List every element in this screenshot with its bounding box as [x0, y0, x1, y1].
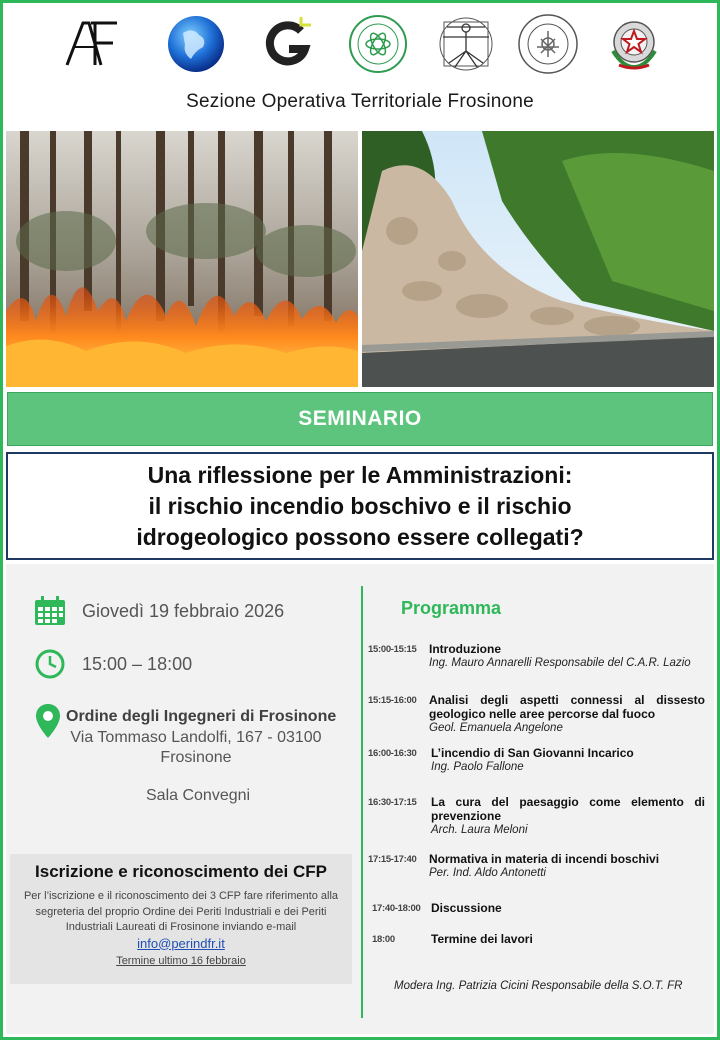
seminar-title-box — [6, 452, 714, 560]
landslide-road-photo — [362, 131, 714, 387]
program-item-time: 15:00-15:15 — [368, 644, 417, 655]
program-item-time: 16:00-16:30 — [368, 748, 417, 759]
logo-strip — [43, 13, 683, 79]
program-item-title: Normativa in materia di incendi boschivi — [429, 852, 660, 866]
program-item-title: Analisi degli aspetti connessi al dissesto geologico nelle aree percorse dal fuoco — [429, 693, 705, 721]
cfp-instructions: Per l’iscrizione e il riconoscimento dei 3 CFP fare riferimento alla segreteria del proprio Ordine dei Periti Industriali e dei Periti Industriali Laureati di Frosinone inviando e-mail — [23, 890, 339, 933]
event-date-row — [34, 596, 284, 626]
venue-block — [36, 704, 356, 768]
clock-icon — [34, 649, 66, 679]
program-item-speaker: Per. Ind. Aldo Antonetti — [429, 867, 546, 879]
cfp-email-link[interactable]: info@perindfr.it — [137, 935, 225, 951]
moderator-note: Modera Ing. Patrizia Cicini Responsabile della S.O.T. FR — [394, 980, 683, 992]
venue-name: Ordine degli Ingegneri di Frosinone — [66, 708, 337, 725]
venue-room: Sala Convegni — [146, 787, 251, 804]
map-pin-icon — [36, 704, 60, 743]
globe-logo — [165, 13, 227, 75]
program-item-time: 17:15-17:40 — [368, 854, 417, 865]
event-time-row — [34, 649, 192, 679]
venue-address-line-2: Frosinone — [160, 749, 232, 766]
program-item-title: L’incendio di San Giovanni Incarico — [431, 746, 634, 760]
program-item-title: Discussione — [431, 901, 502, 915]
calendar-icon — [34, 596, 66, 626]
italian-republic-emblem — [603, 13, 665, 75]
section-subtitle: Sezione Operativa Territoriale Frosinone — [186, 91, 534, 112]
program-item-time: 16:30-17:15 — [368, 797, 417, 808]
program-item-speaker: Ing. Mauro Annarelli Responsabile del C.A.R. Lazio — [429, 657, 691, 669]
seminar-title-line-2: il rischio incendio boschivo e il rischio — [148, 492, 572, 519]
program-item-speaker: Ing. Paolo Fallone — [431, 761, 524, 773]
program-item-speaker: Geol. Emanuela Angelone — [429, 722, 563, 734]
cfp-body — [20, 889, 342, 953]
program-item-title: La cura del paesaggio come elemento di prevenzione — [431, 795, 705, 823]
event-time: 15:00 – 18:00 — [82, 653, 193, 674]
program-item-time: 15:15-16:00 — [368, 695, 417, 706]
seminario-banner: SEMINARIO — [7, 392, 713, 446]
cfp-deadline: Termine ultimo 16 febbraio — [116, 955, 246, 967]
program-item-title: Introduzione — [429, 642, 501, 656]
seminar-title-line-1: Una riflessione per le Amministrazioni: — [147, 461, 573, 488]
af-logo — [61, 13, 123, 75]
program-item-title: Termine dei lavori — [431, 932, 533, 946]
engineers-order-seal — [347, 13, 409, 75]
periti-industriali-seal — [517, 13, 579, 75]
program-item-speaker: Arch. Laura Meloni — [431, 824, 528, 836]
column-divider — [361, 586, 363, 1018]
g-logo — [257, 13, 319, 75]
forest-fire-photo — [6, 131, 358, 387]
program-item-time: 18:00 — [372, 934, 395, 945]
seminar-title-line-3: idrogeologico possono essere collegati? — [136, 523, 584, 550]
programma-title: Programma — [401, 598, 502, 618]
venue-address-line-1: Via Tommaso Landolfi, 167 - 03100 — [70, 729, 322, 746]
details-panel — [6, 564, 714, 1034]
cfp-title: Iscrizione e riconoscimento dei CFP — [35, 862, 327, 881]
program-item-time: 17:40-18:00 — [372, 903, 421, 914]
event-date: Giovedì 19 febbraio 2026 — [82, 600, 285, 621]
cfp-box — [10, 854, 352, 984]
vitruvian-man-logo — [435, 13, 497, 75]
